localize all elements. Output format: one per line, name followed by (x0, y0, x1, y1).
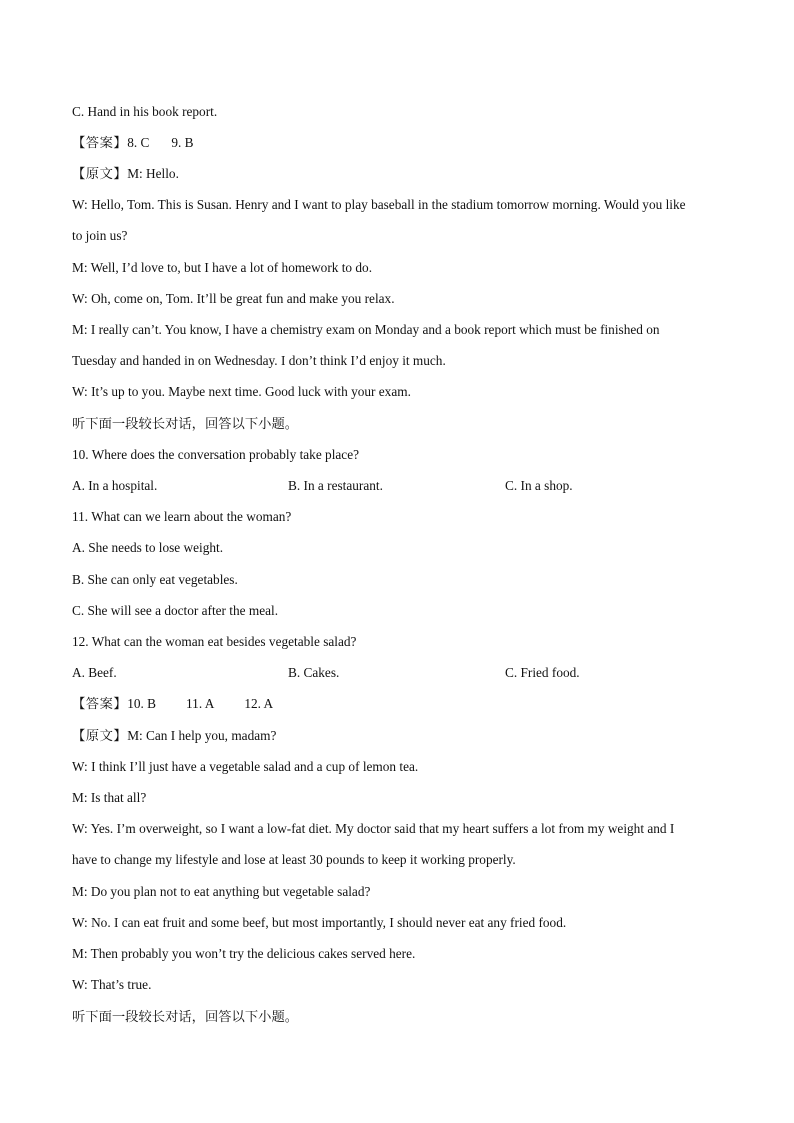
dialogue-line: W: That’s true. (72, 977, 152, 992)
q12-option-a: A. Beef. (72, 665, 117, 680)
q10-option-b: B. In a restaurant. (288, 478, 383, 493)
dialogue-line: have to change my lifestyle and lose at least 30 pounds to keep it working properly. (72, 852, 516, 867)
dialogue-line: M: Well, I’d love to, but I have a lot of homework to do. (72, 260, 373, 275)
q11-option-a: A. She needs to lose weight. (72, 540, 224, 555)
q9-option-c: C. Hand in his book report. (72, 104, 218, 119)
question-12: 12. What can the woman eat besides vegetable salad? (72, 634, 357, 649)
section-instruction: 听下面一段较长对话，回答以下小题。 (72, 416, 299, 431)
dialogue-line: W: No. I can eat fruit and some beef, but most importantly, I should never eat any fried food. (72, 915, 567, 930)
section-instruction: 听下面一段较长对话，回答以下小题。 (72, 1009, 299, 1024)
dialogue-line: M: Do you plan not to eat anything but vegetable salad? (72, 884, 371, 899)
answer-line-2 (72, 694, 273, 714)
q11-option-b: B. She can only eat vegetables. (72, 572, 238, 587)
original-text: M: Can I help you, madam? (127, 728, 277, 743)
q10-option-c: C. In a shop. (505, 478, 573, 493)
dialogue-line: W: It’s up to you. Maybe next time. Good luck with your exam. (72, 384, 411, 399)
dialogue-line: M: I really can’t. You know, I have a chemistry exam on Monday and a book report which must be finished on (72, 322, 660, 337)
answer-11: 11. A (186, 696, 215, 711)
dialogue-line: M: Then probably you won’t try the delicious cakes served here. (72, 946, 416, 961)
original-text: M: Hello. (127, 166, 179, 181)
answer-tag: 【答案】 (72, 135, 128, 150)
original-tag: 【原文】 (72, 166, 128, 181)
answer-9: 9. B (171, 135, 194, 150)
dialogue-line: W: Oh, come on, Tom. It’ll be great fun and make you relax. (72, 291, 395, 306)
dialogue-line: W: I think I’ll just have a vegetable salad and a cup of lemon tea. (72, 759, 419, 774)
question-10: 10. Where does the conversation probably take place? (72, 447, 359, 462)
answer-10: 10. B (127, 696, 157, 711)
answer-8: 8. C (127, 135, 150, 150)
q12-option-b: B. Cakes. (288, 665, 340, 680)
dialogue-line: W: Hello, Tom. This is Susan. Henry and I want to play baseball in the stadium tomorrow morning. Would you like (72, 197, 686, 212)
answer-line-1 (72, 133, 194, 153)
q11-option-c: C. She will see a doctor after the meal. (72, 603, 279, 618)
question-11: 11. What can we learn about the woman? (72, 509, 292, 524)
answer-12: 12. A (244, 696, 274, 711)
dialogue-line: to join us? (72, 228, 128, 243)
original-tag: 【原文】 (72, 728, 128, 743)
q12-option-c: C. Fried food. (505, 665, 580, 680)
original-text-line-1 (72, 164, 179, 184)
dialogue-line: M: Is that all? (72, 790, 147, 805)
answer-tag: 【答案】 (72, 696, 128, 711)
q10-option-a: A. In a hospital. (72, 478, 158, 493)
dialogue-line: W: Yes. I’m overweight, so I want a low-fat diet. My doctor said that my heart suffers a lot from my weight and I (72, 821, 675, 836)
dialogue-line: Tuesday and handed in on Wednesday. I don’t think I’d enjoy it much. (72, 353, 446, 368)
original-text-line-2 (72, 726, 276, 746)
